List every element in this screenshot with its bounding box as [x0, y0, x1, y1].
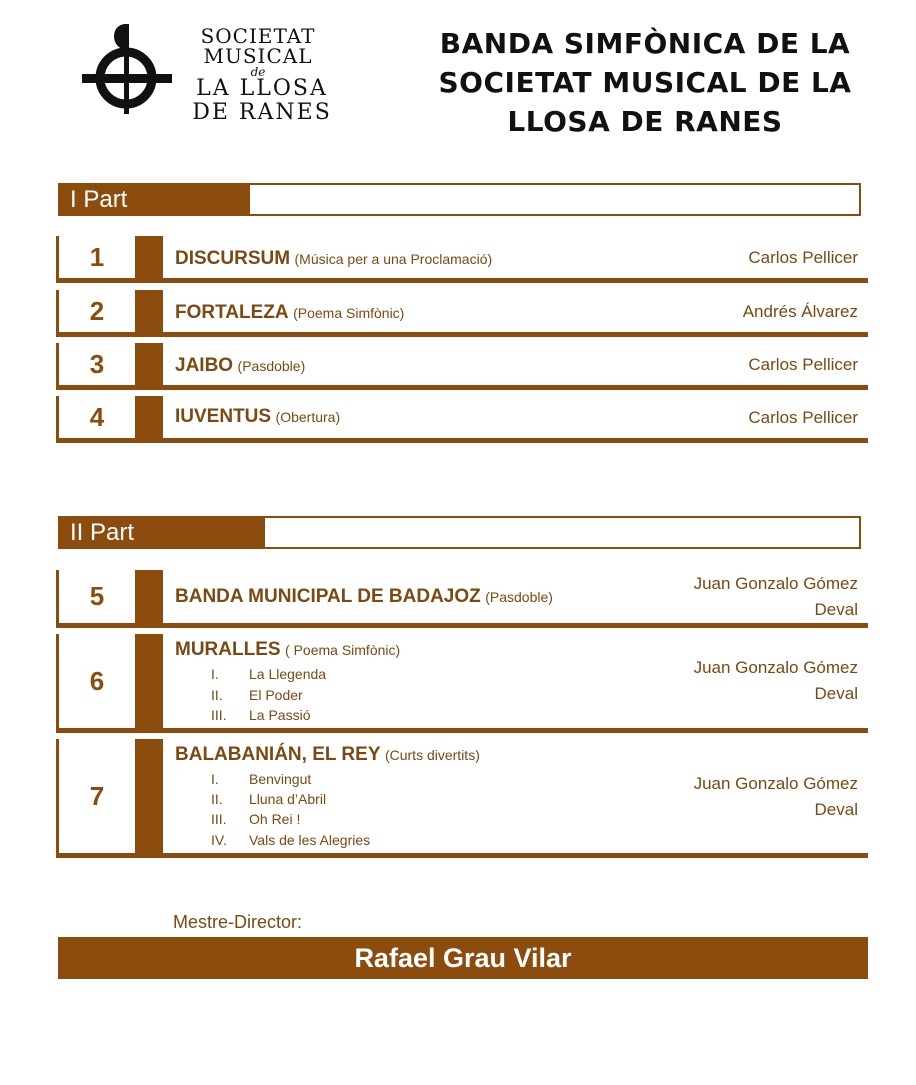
row-divider-bar: [135, 236, 163, 278]
composer-line: Juan Gonzalo Gómez: [693, 574, 858, 593]
logo-text-line: LA LLOSA: [196, 76, 328, 101]
piece-subtitle: ( Poema Simfònic): [285, 642, 401, 658]
page-title: BANDA SIMFÒNICA DE LA SOCIETAT MUSICAL DE LA LLOSA DE RANES: [438, 27, 852, 138]
composer-line: Deval: [814, 800, 858, 819]
program-row: [56, 396, 868, 443]
logo-text-line: MUSICAL: [203, 44, 313, 68]
movement-number: II.: [211, 791, 223, 807]
piece-subtitle: (Pasdoble): [237, 358, 306, 374]
composer-line: Deval: [814, 684, 858, 703]
movement-name: La Passió: [249, 707, 311, 723]
piece-number: 1: [89, 241, 105, 272]
program-row: [56, 570, 868, 628]
movement-item: [211, 791, 326, 807]
composer: Carlos Pellicer: [748, 408, 858, 427]
piece-number: 5: [89, 581, 105, 611]
program-row: [56, 236, 868, 283]
piece-title: MURALLES: [175, 639, 281, 660]
program-row: [56, 290, 868, 337]
movement-name: Benvingut: [249, 771, 312, 787]
composer: Andrés Álvarez: [742, 302, 858, 321]
movement-item: [211, 666, 326, 682]
piece-title: JAIBO: [175, 355, 234, 376]
society-logo: [80, 18, 350, 130]
piece-number: 6: [89, 665, 105, 696]
composer-line: Deval: [814, 600, 858, 619]
movement-item: [211, 832, 370, 848]
director-label: Mestre-Director:: [173, 912, 303, 932]
composer: [694, 655, 858, 707]
piece-info: [175, 302, 404, 324]
row-divider-bar: [135, 343, 163, 385]
logo-text-line: de: [250, 65, 266, 79]
row-divider-bar: [135, 396, 163, 438]
piece-subtitle: (Obertura): [275, 409, 341, 425]
part-header: [58, 183, 861, 216]
piece-title: FORTALEZA: [175, 302, 289, 323]
row-divider-bar: [135, 739, 163, 853]
piece-title: BANDA MUNICIPAL DE BADAJOZ: [175, 586, 481, 607]
composer-line: Juan Gonzalo Gómez: [693, 774, 858, 793]
movement-name: Lluna d’Abril: [249, 791, 327, 807]
piece-subtitle: (Pasdoble): [485, 589, 553, 605]
movement-item: [211, 811, 300, 827]
piece-info: [175, 744, 480, 766]
logo-text-line: SOCIETAT: [200, 24, 316, 48]
composer: Carlos Pellicer: [748, 248, 858, 267]
treble-symbol-icon: [80, 18, 180, 118]
program-row: [56, 343, 868, 390]
part-label: II Part: [60, 518, 265, 547]
part-label: I Part: [60, 185, 250, 214]
movement-item: [211, 771, 311, 787]
piece-info: [175, 639, 400, 661]
piece-info: [175, 248, 492, 270]
piece-subtitle: (Poema Simfònic): [293, 305, 405, 321]
piece-info: [175, 586, 553, 608]
composer: [694, 571, 858, 623]
piece-title: DISCURSUM: [175, 248, 291, 269]
piece-info: [175, 406, 340, 428]
part-header: [58, 516, 861, 549]
composer: Carlos Pellicer: [748, 355, 858, 374]
movement-number: I.: [211, 771, 219, 787]
movement-name: Oh Rei !: [249, 811, 301, 827]
movement-number: III.: [211, 811, 227, 827]
row-divider-bar: [135, 290, 163, 332]
movement-item: [211, 707, 310, 723]
movement-name: La Llegenda: [249, 666, 327, 682]
program-row: [56, 634, 868, 733]
composer: [694, 771, 858, 823]
piece-title: BALABANIÁN, EL REY: [175, 744, 381, 765]
piece-number: 2: [89, 295, 105, 326]
piece-number: 3: [89, 348, 105, 379]
movement-number: IV.: [211, 832, 227, 848]
piece-title: IUVENTUS: [175, 406, 272, 427]
row-divider-bar: [135, 634, 163, 728]
program-row: [56, 739, 868, 858]
composer-line: Juan Gonzalo Gómez: [693, 658, 858, 677]
movement-number: III.: [211, 707, 227, 723]
director-name-banner: Rafael Grau Vilar: [58, 937, 868, 979]
piece-number: 4: [89, 401, 105, 432]
piece-number: 7: [89, 780, 105, 811]
piece-subtitle: (Música per a una Proclamació): [294, 251, 493, 267]
movement-name: Vals de les Alegries: [249, 832, 371, 848]
movement-number: I.: [211, 666, 219, 682]
row-divider-bar: [135, 570, 163, 623]
piece-subtitle: (Curts divertits): [384, 747, 480, 763]
movement-name: El Poder: [249, 687, 303, 703]
piece-info: [175, 355, 305, 377]
logo-text-line: DE RANES: [192, 100, 332, 125]
movement-item: [211, 687, 303, 703]
movement-number: II.: [211, 687, 223, 703]
